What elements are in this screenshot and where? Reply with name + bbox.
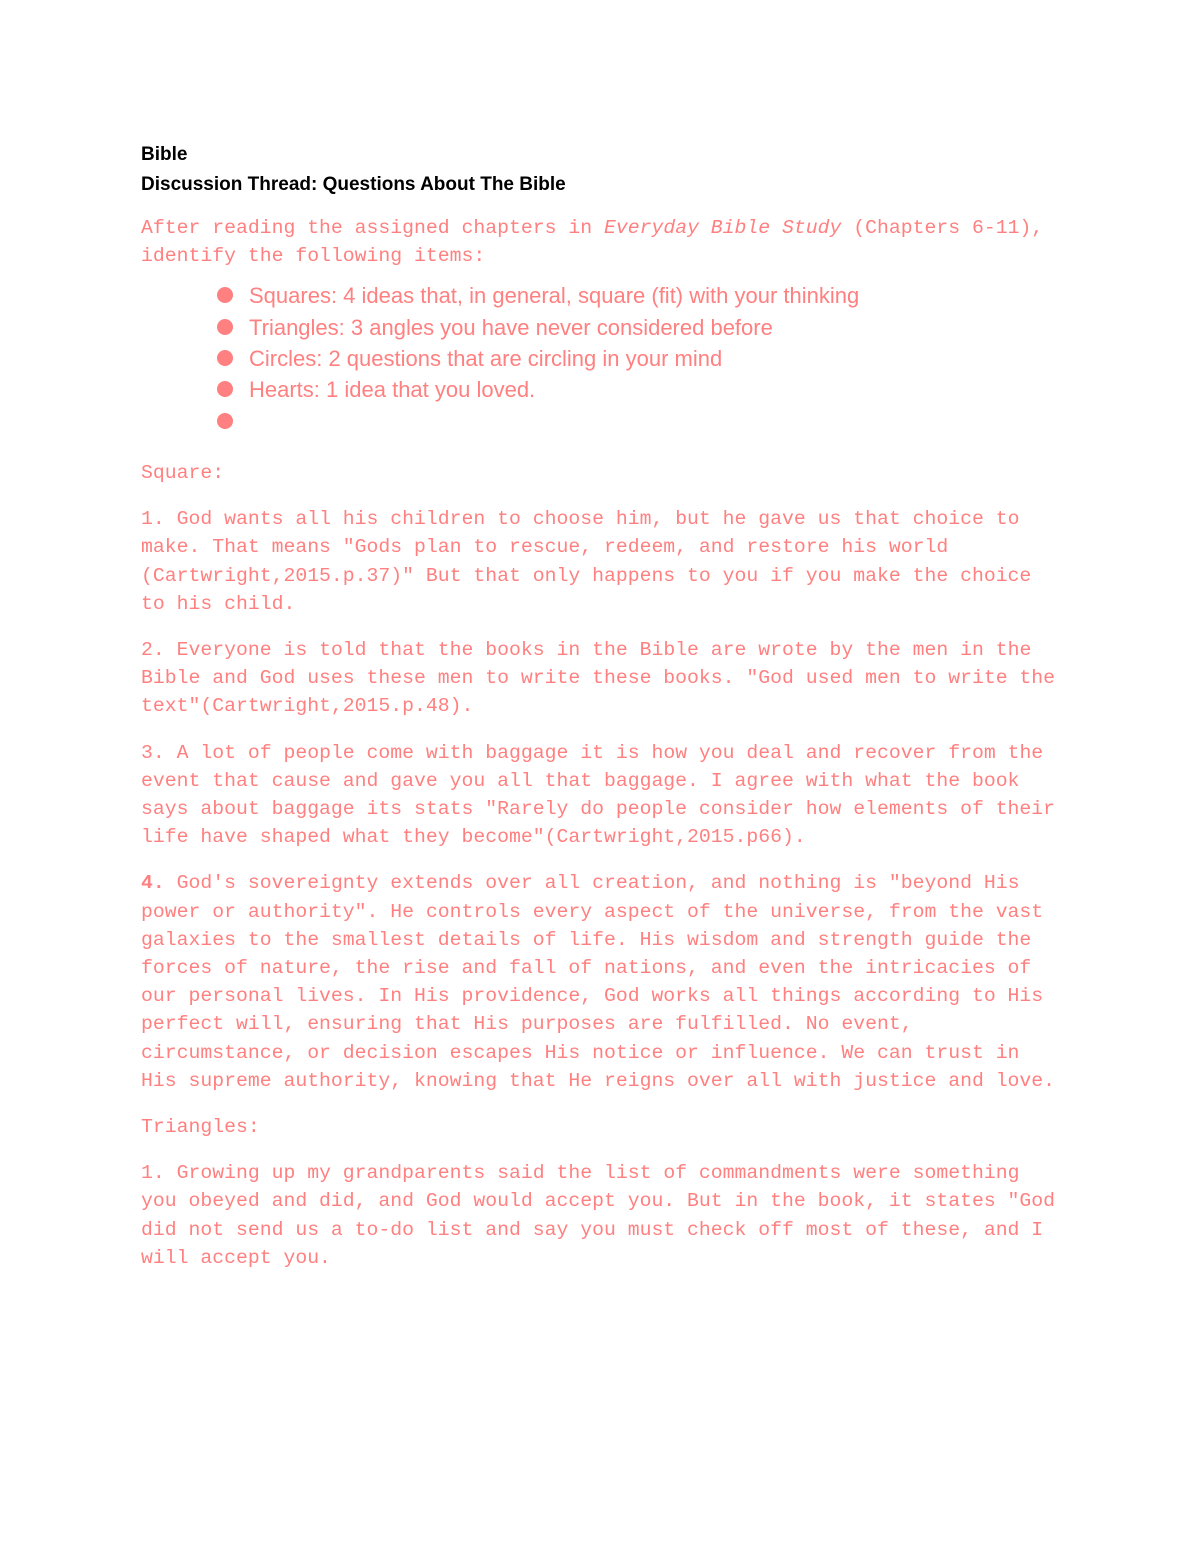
square-paragraph-2 bbox=[141, 636, 1061, 721]
thread-title: Discussion Thread: Questions About The Bible bbox=[141, 174, 566, 195]
criteria-text: Triangles: 3 angles you have never considered before bbox=[249, 314, 773, 340]
assignment-intro bbox=[141, 214, 1061, 270]
paragraph-text: God's sovereignty extends over all creation, and nothing is "beyond His power or authority". He controls every aspect of the universe, from the vast galaxies to the smallest details of life. His wisdom and strength guide the forces of nature, the rise and fall of nations, and even the intricacies of our personal lives. In His providence, God works all things according to His perfect will, ensuring that His purposes are fulfilled. No event, circumstance, or decision escapes His notice or influence. We can trust in His supreme authority, knowing that He reigns over all with justice and love. bbox=[141, 872, 1056, 1092]
square-paragraph-1 bbox=[141, 505, 1061, 618]
square-heading: Square: bbox=[141, 461, 225, 484]
bullet-dot-icon bbox=[217, 350, 233, 366]
book-title: Everyday Bible Study bbox=[603, 217, 842, 239]
intro-before: After reading the assigned chapters in bbox=[141, 217, 604, 239]
paragraph-number: 2. bbox=[141, 638, 165, 661]
square-paragraph-4 bbox=[141, 869, 1061, 1095]
paragraph-number: 3. bbox=[141, 741, 165, 764]
course-title: Bible bbox=[141, 144, 188, 165]
document-page bbox=[141, 140, 1061, 1272]
bullet-dot-icon bbox=[217, 319, 233, 335]
square-paragraph-3 bbox=[141, 739, 1061, 852]
paragraph-text: God wants all his children to choose him, but he gave us that choice to make. That means "Gods plan to rescue, redeem, and restore his world (Cartwright,2015.p.37)" But that only happens to you if you make the choice to his child. bbox=[141, 508, 1032, 615]
criteria-text: Circles: 2 questions that are circling in your mind bbox=[249, 346, 723, 371]
triangles-heading: Triangles: bbox=[141, 1115, 260, 1138]
triangles-paragraph-1 bbox=[141, 1159, 1061, 1272]
criteria-text: Squares: 4 ideas that, in general, square (fit) with your thinking bbox=[249, 283, 860, 309]
paragraph-text: Everyone is told that the books in the Bible are wrote by the men in the Bible and God uses these men to write these books. "God used men to write the text"(Cartwright,2015.p.48). bbox=[141, 638, 1056, 718]
criteria-item-squares bbox=[217, 280, 1061, 311]
paragraph-number: 1. bbox=[141, 508, 165, 531]
bullet-dot-icon bbox=[217, 381, 233, 397]
bullet-dot-icon bbox=[217, 287, 233, 303]
intro-after: (Chapters 6-11), identify the following items: bbox=[141, 217, 1044, 268]
criteria-list bbox=[141, 280, 1061, 436]
criteria-item-empty bbox=[217, 406, 1061, 437]
paragraph-text: Growing up my grandparents said the list of commandments were something you obeyed and did, and God would accept you. But in the book, it states "God did not send us a to-do list and say you must check off most of these, and I will accept you. bbox=[141, 1162, 1056, 1269]
criteria-item-hearts bbox=[217, 374, 1061, 405]
paragraph-text: A lot of people come with baggage it is how you deal and recover from the event that cause and gave you all that baggage. I agree with what the book says about baggage its stats "Rarely do people consider how elements of their life have shaped what they become"(Cartwright,2015.p66). bbox=[141, 741, 1056, 849]
criteria-text: Hearts: 1 idea that you loved. bbox=[249, 377, 536, 403]
paragraph-number: 1. bbox=[141, 1162, 165, 1185]
paragraph-number: 4. bbox=[141, 872, 165, 895]
bullet-dot-icon bbox=[217, 413, 233, 429]
criteria-item-triangles bbox=[217, 312, 1061, 343]
criteria-item-circles bbox=[217, 343, 1061, 374]
